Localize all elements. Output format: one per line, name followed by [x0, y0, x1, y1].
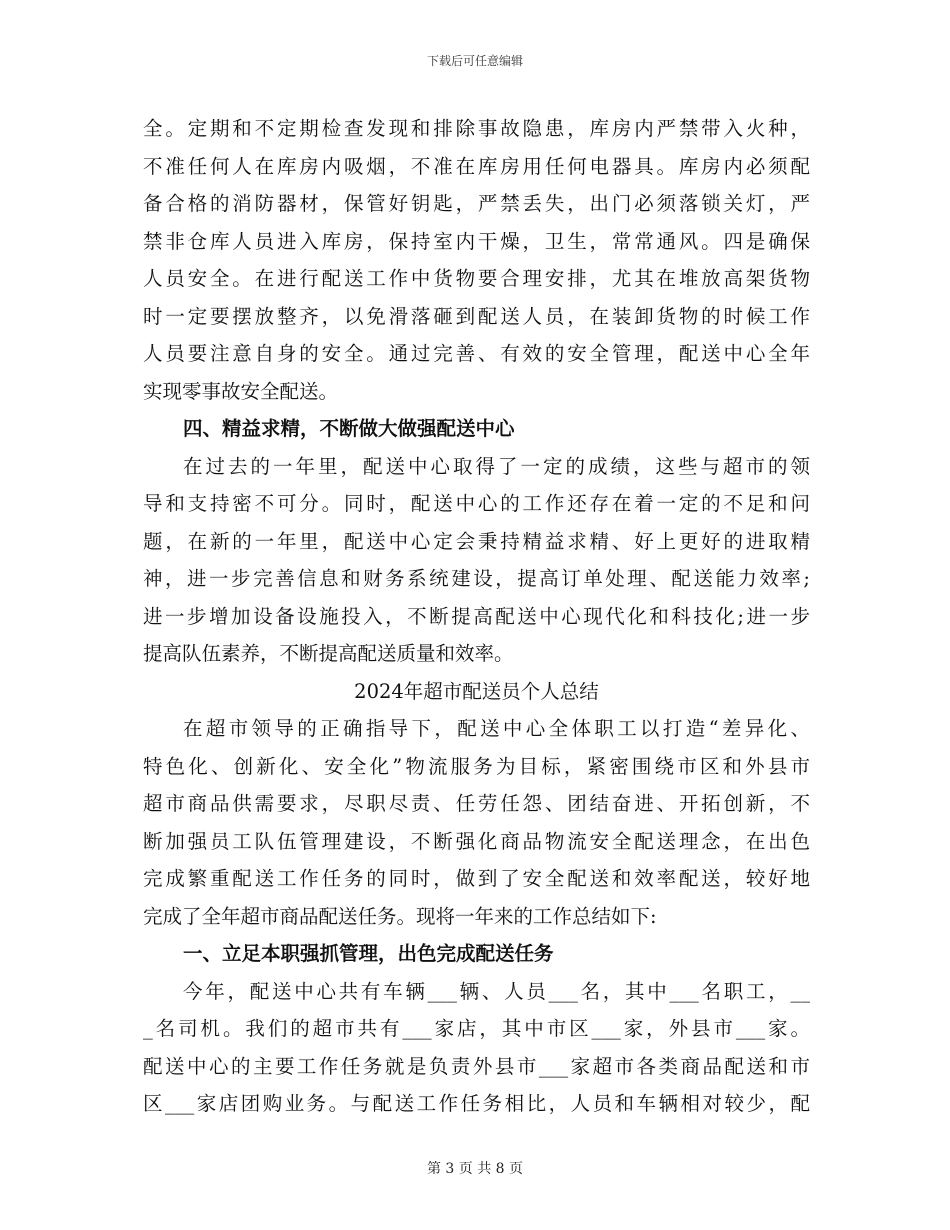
text-line: 实现零事故安全配送。: [143, 379, 339, 403]
text-line: 人员安全。在进行配送工作中货物要合理安排，尤其在堆放高架货物: [143, 267, 810, 290]
text-line: 时一定要摆放整齐，以免滑落砸到配送人员，在装卸货物的时候工作: [143, 304, 810, 328]
document-body: [143, 110, 810, 1123]
section-heading: 一、立足本职强抓管理，出色完成配送任务: [183, 942, 554, 965]
text-line: 超市商品供需要求，尽职尽责、任劳任怨、团结奋进、开拓创新，不: [143, 792, 810, 815]
text-line: 题，在新的一年里，配送中心定会秉持精益求精、好上更好的进取精: [143, 529, 810, 553]
text-line: 进一步增加设备设施投入，不断提高配送中心现代化和科技化;进一步: [143, 604, 810, 628]
text-line: 人员要注意自身的安全。通过完善、有效的安全管理，配送中心全年: [143, 342, 810, 365]
text-line: 备合格的消防器材，保管好钥匙，严禁丢失，出门必须落锁关灯，严: [143, 192, 810, 215]
page-header: 下载后可任意编辑: [426, 54, 523, 68]
page-footer: 第 3 页 共 8 页: [426, 1161, 524, 1177]
text-line: 配送中心的主要工作任务就是负责外县市___家超市各类商品配送和市: [143, 1054, 810, 1078]
section-heading: 四、精益求精，不断做大做强配送中心: [183, 417, 515, 440]
text-line: 区___家店团购业务。与配送工作任务相比，人员和车辆相对较少，配: [143, 1092, 810, 1115]
text-line: 神，进一步完善信息和财务系统建设，提高订单处理、配送能力效率;: [143, 567, 810, 590]
text-line: 完成繁重配送工作任务的同时，做到了安全配送和效率配送，较好地: [143, 867, 810, 890]
text-line: _名司机。我们的超市共有___家店，其中市区___家，外县市___家。: [143, 1017, 810, 1040]
text-line: 导和支持密不可分。同时，配送中心的工作还存在着一定的不足和问: [143, 492, 810, 515]
text-line: 特色化、创新化、安全化”物流服务为目标，紧密围绕市区和外县市: [143, 754, 810, 778]
text-line: 断加强员工队伍管理建设，不断强化商品物流安全配送理念，在出色: [143, 829, 810, 853]
text-line: 禁非仓库人员进入库房，保持室内干燥，卫生，常常通风。四是确保: [143, 229, 810, 253]
text-line: 在过去的一年里，配送中心取得了一定的成绩，这些与超市的领: [183, 454, 810, 478]
text-line: 全。定期和不定期检查发现和排除事故隐患，库房内严禁带入火种，: [143, 117, 810, 140]
text-line: 不准任何人在库房内吸烟，不准在库房用任何电器具。库房内必须配: [143, 154, 810, 178]
section-title: 2024年超市配送员个人总结: [354, 679, 599, 703]
text-line: 提高队伍素养，不断提高配送质量和效率。: [143, 642, 514, 665]
text-line: 在超市领导的正确指导下，配送中心全体职工以打造“差异化、: [183, 717, 810, 740]
text-line: 完成了全年超市商品配送任务。现将一年来的工作总结如下:: [143, 904, 657, 928]
text-line: 今年，配送中心共有车辆___辆、人员___名，其中___名职工，__: [183, 979, 810, 1003]
